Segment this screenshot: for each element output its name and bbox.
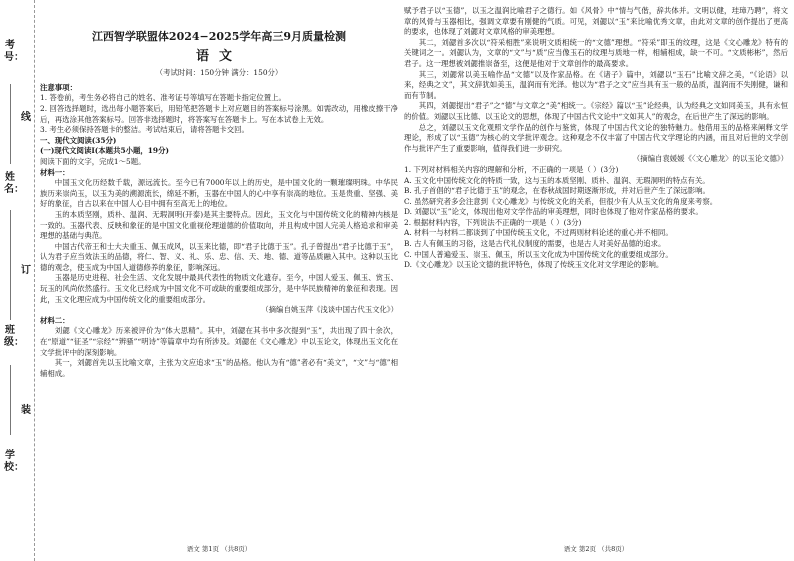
subsection-heading: (一)现代文阅读Ⅰ(本题共5小题，19分) (40, 146, 169, 156)
school-label: 学校： (4, 450, 24, 473)
gutter-rule (10, 365, 11, 435)
exam-number-label: 考号： (4, 40, 24, 63)
question-stem: 2. 根据材料内容，下列说法不正确的一项是（ ）(3分) (404, 217, 582, 227)
instruction: 阅读下面的文字，完成1～5题。 (40, 156, 146, 166)
paragraph: 其二，刘勰首多次以“符采相胜”来说明文质相统一的“文德”理想。“符采”即玉的纹理，这是《文心雕龙》特有的关键词之一。刘勰认为，文章的“文”与“质”应当像玉石的纹理与质地一样，相辅相成，缺一不可。“文质彬彬”，然后君子。这一理想被刘勰推崇备至，这便是他对于文章创作的最高要求。 (404, 37, 788, 68)
section-heading: 一、现代文阅读(35分) (40, 135, 117, 145)
paragraph: 玉的本质坚刚，质朴、温润、无瑕洞明(开泰)是其主要特点。因此，玉文化与中国传统文化的精神内核是一致的。玉器代表、反映和象征的是中国文化重视伦理道德的价值取向，并且构成中国人完美人格追求和审美理想的基础与典范。 (40, 209, 398, 241)
page-footer: 语文 第2页 （共8页） (563, 545, 629, 554)
material-title: 材料一： (40, 167, 70, 177)
exam-meta: （考试时间：150分钟 满分：150分） (155, 68, 283, 78)
note-item: 3. 考生必须保持答题卡的整洁。考试结束后，请将答题卡交回。 (40, 125, 249, 135)
paragraph: 其一，刘勰首先以玉比喻文章，主张为文应追求“玉”的品格。他认为有“德”者必有“美文”，“文”与“德”相辅相成。 (40, 358, 398, 378)
answer-option: B. 孔子首倡的“君子比德于玉”的观念，在春秋战国时期逐渐形成，并对后世产生了深远影响。 (404, 186, 710, 196)
answer-option: A. 玉文化中国传统文化的特质一致，这与玉的本质坚刚、质朴、温润、无瑕洞明的特点有关。 (404, 175, 710, 185)
paragraph: 刘勰《文心雕龙》历来被评价为“体大思精”。其中，刘勰在其书中多次提到“玉”，共出现了四十余次，在“原道”“征圣”“宗经”“辨骚”“明诗”等篇章中均有所涉及。刘勰在《文心雕龙》中以玉论文，体现出玉文化在文学批评中的深刻影响。 (40, 326, 398, 357)
cut-mark-mount: 装 (21, 405, 31, 416)
name-label: 姓名： (4, 172, 24, 195)
source-citation: （摘编自袁媛媛《〈文心雕龙〉的以玉论文德》） (632, 154, 788, 164)
subject-title: 语文 (195, 48, 242, 64)
answer-option: D.《文心雕龙》以玉论文德的批评特色，体现了传统玉文化对文学理论的影响。 (404, 260, 664, 270)
paragraph: 总之，刘勰以玉文化观照文学作品的创作与鉴赏，体现了中国古代文论的独特魅力。他借用玉的品格来阐释文学理论，形成了以“玉德”为核心的文学批评观念。这种观念不仅丰富了中国古代文学理论的内涵，而且对后世的文学创作与批评产生了重要影响，值得我们进一步研究。 (404, 122, 788, 153)
binding-gutter (0, 0, 35, 561)
gutter-rule (10, 84, 11, 164)
note-item: 2. 回答选择题时，选出每小题答案后，用铅笔把答题卡上对应题目的答案标号涂黑。如需改动，用橡皮擦干净后，再选涂其他答案标号。回答非选择题时，将答案写在答题卡上。写在本试卷上无效。 (40, 103, 398, 124)
answer-option: C. 虽然研究者多会注意到《文心雕龙》与传统文化的关系，但很少有人从玉文化的角度来考察。 (404, 196, 718, 206)
cut-mark-line: 线 (21, 112, 31, 123)
paragraph: 其三，刘勰常以美玉喻作品“文德”以及作家品格。在《诸子》篇中，刘勰以“玉石”比喻文辞之美，“《论语》以来，经典之文”，其文辞犹如美玉，温润而有光泽。他以为“君子之文”应当具有玉一般的品质，温润而不失刚健，谦和而有节制。 (404, 69, 788, 100)
paragraph: 赋予君子以“玉德”，以玉之温润比喻君子之德行。如《风骨》中“情与气偕，辞共体并。文明以健，珪璋乃聘”，将文章的风骨与玉器相比，强调文章要有刚健的气质。可见，刘勰以“玉”来比喻优秀文章，由此对文章的创作提出了更高的要求，也体现了刘勰对文章风格的审美理想。 (404, 6, 788, 37)
paragraph: 玉器是历史进程、社会生活、文化发展中最具代表性的物质文化遗存。至今，中国人爱玉、佩玉、赏玉、玩玉的风尚依然盛行。玉文化已经成为中国文化不可或缺的重要组成部分，是中华民族精神的象征和表现。因此，玉文化理应成为中国传统文化的重要组成部分。 (40, 273, 398, 304)
answer-option: B. 古人有佩玉的习俗，这是古代礼仪制度的需要，也是古人对美好品德的追求。 (404, 239, 666, 249)
paragraph: 中国古代帝王和士大夫重玉、佩玉成风，以玉来比德，即“君子比德于玉”。孔子曾提出“君子比德于玉”，认为君子应当效法玉的品德，将仁、智、义、礼、乐、忠、信、天、地、德、道等品质融入其中。这种以玉比德的观念，使玉成为中国人道德修养的象征，影响深远。 (40, 241, 398, 272)
question-stem: 1. 下列对材料相关内容的理解和分析，不正确的一项是（ ）(3分) (404, 164, 619, 174)
note-item: 1. 答卷前，考生务必将自己的姓名、准考证号等填写在答题卡指定位置上。 (40, 93, 286, 103)
class-label: 班级： (4, 325, 24, 348)
exam-title: 江西智学联盟体2024−2025学年高三9月质量检测 (91, 30, 347, 43)
source-citation: （摘编自姚玉萍《浅谈中国古代玉文化》） (261, 305, 398, 315)
answer-option: A. 材料一与材料二都谈到了中国传统玉文化，不过两则材料论述的重心并不相同。 (404, 228, 673, 238)
material-title: 材料二： (40, 315, 70, 325)
answer-option: D. 刘勰以“玉”论文，体现出他对文学作品的审美理想，同时也体现了他对作家品格的要求。 (404, 207, 703, 217)
notes-title: 注意事项： (40, 82, 77, 92)
paragraph: 其四，刘勰提出“君子”之“德”与文章之“美”相统一。《宗经》篇以“玉”论经典，认为经典之文如同美玉，具有永恒的价值。刘勰以玉比德、以玉论文的思想，体现了中国古代文论中“文如其人”的观念，在后世产生了深远的影响。 (404, 101, 788, 121)
exam-page-1 (40, 6, 398, 555)
gutter-rule (10, 210, 11, 320)
cut-mark-bind: 订 (21, 265, 31, 276)
exam-page-2 (404, 6, 788, 555)
paragraph: 中国玉文化历经数千载，源远流长。至今已有7000年以上的历史，是中国文化的一颗璀璨明珠。中华民族历来崇尚玉，以玉为美的溯源流长，绵延不断，玉器在中国人的心中享有崇高的地位。玉是贵重、坚强、美好的象征，自古以来在中国人心目中拥有至高无上的地位。 (40, 178, 398, 209)
page-footer: 语文 第1页 （共8页） (186, 545, 252, 554)
answer-option: C. 中国人普遍爱玉、崇玉、佩玉，所以玉文化成为中国传统文化的重要组成部分。 (404, 249, 673, 259)
